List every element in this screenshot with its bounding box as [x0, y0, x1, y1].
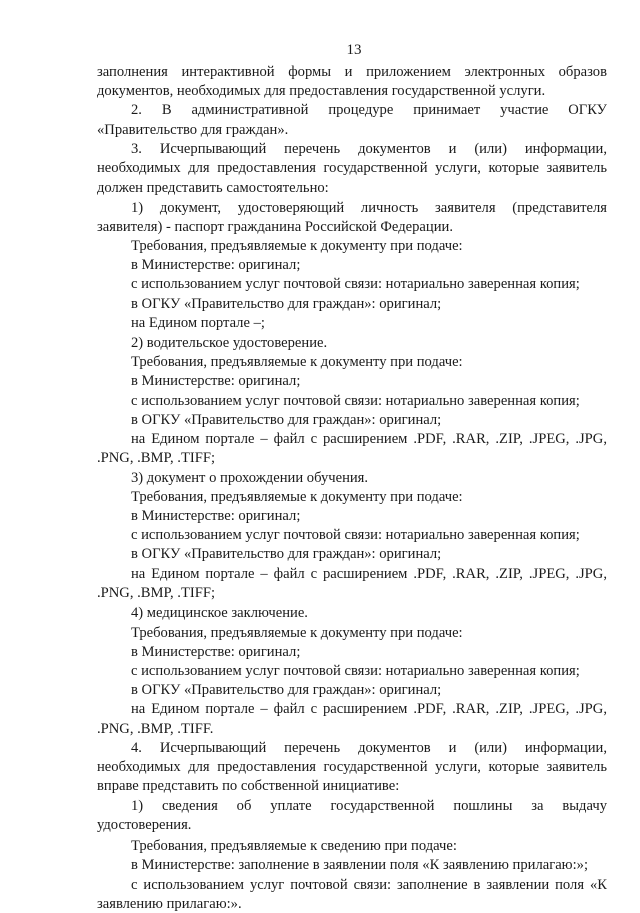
text-line: с использованием услуг почтовой связи: нотариально заверенная копия; [131, 392, 580, 409]
text-line: заявлению прилагаю:». [97, 895, 242, 912]
text-line: вправе представить по собственной инициативе: [97, 778, 400, 795]
text-line: на Едином портале –; [131, 315, 265, 332]
text-line: необходимых для предоставления государственной услуги, которые заявитель [97, 160, 607, 177]
text-line: в Министерстве: заполнение в заявлении поля «К заявлению прилагаю:»; [131, 856, 588, 873]
text-line: с использованием услуг почтовой связи: нотариально заверенная копия; [131, 276, 580, 292]
text-line: 2) водительское удостоверение. [131, 335, 328, 352]
text-line: в Министерстве: оригинал; [131, 373, 301, 390]
text-line: Требования, предъявляемые к документу при подаче: [131, 354, 463, 371]
text-line: в Министерстве: оригинал; [131, 643, 301, 660]
text-line: удостоверения. [97, 817, 192, 834]
text-line: в Министерстве: оригинал; [131, 508, 301, 525]
text-line: на Едином портале – файл с расширением .PDF, .RAR, .ZIP, .JPEG, .JPG, [131, 430, 607, 447]
text-line: заполнения интерактивной формы и приложением электронных образов [97, 64, 607, 80]
text-line: документов, необходимых для предоставления государственной услуги. [97, 83, 546, 100]
text-line: 3. Исчерпывающий перечень документов и (или) информации, [131, 141, 607, 158]
text-line: Требования, предъявляемые к сведению при подаче: [131, 837, 457, 854]
text-line: Требования, предъявляемые к документу при подаче: [131, 624, 463, 641]
text-line: заявителя) - паспорт гражданина Российской Федерации. [97, 218, 453, 235]
text-line: 2. В административной процедуре принимает участие ОГКУ [131, 102, 607, 119]
text-line: в ОГКУ «Правительство для граждан»: оригинал; [131, 296, 442, 313]
text-line: в ОГКУ «Правительство для граждан»: оригинал; [131, 411, 442, 428]
text-line: с использованием услуг почтовой связи: заполнение в заявлении поля «К [131, 876, 607, 893]
text-line: Требования, предъявляемые к документу при подаче: [131, 237, 463, 254]
text-line: .PNG, .BMP, .TIFF. [97, 721, 214, 738]
text-line: на Едином портале – файл с расширением .PDF, .RAR, .ZIP, .JPEG, .JPG, [131, 700, 607, 717]
text-line: на Едином портале – файл с расширением .PDF, .RAR, .ZIP, .JPEG, .JPG, [131, 566, 607, 583]
text-line: 3) документ о прохождении обучения. [131, 469, 369, 486]
text-line: 1) документ, удостоверяющий личность заявителя (представителя [131, 199, 607, 216]
text-line: .PNG, .BMP, .TIFF; [97, 585, 216, 602]
text-line: 4. Исчерпывающий перечень документов и (или) информации, [131, 740, 607, 757]
text-line: в ОГКУ «Правительство для граждан»: оригинал; [131, 546, 442, 563]
text-line: 1) сведения об уплате государственной пошлины за выдачу [131, 798, 607, 815]
text-line: в Министерстве: оригинал; [131, 256, 301, 273]
text-line: Требования, предъявляемые к документу при подаче: [131, 488, 463, 505]
text-line: с использованием услуг почтовой связи: нотариально заверенная копия; [131, 662, 580, 679]
text-line: .PNG, .BMP, .TIFF; [97, 449, 216, 466]
text-line: с использованием услуг почтовой связи: нотариально заверенная копия; [131, 527, 580, 544]
text-line: «Правительство для граждан». [97, 122, 289, 139]
text-line: должен представить самостоятельно: [97, 179, 329, 196]
text-line: необходимых для предоставления государственной услуги, которые заявитель [97, 759, 607, 776]
text-line: в ОГКУ «Правительство для граждан»: оригинал; [131, 681, 442, 698]
page-number: 13 [346, 42, 362, 58]
text-line: 4) медицинское заключение. [131, 604, 308, 621]
